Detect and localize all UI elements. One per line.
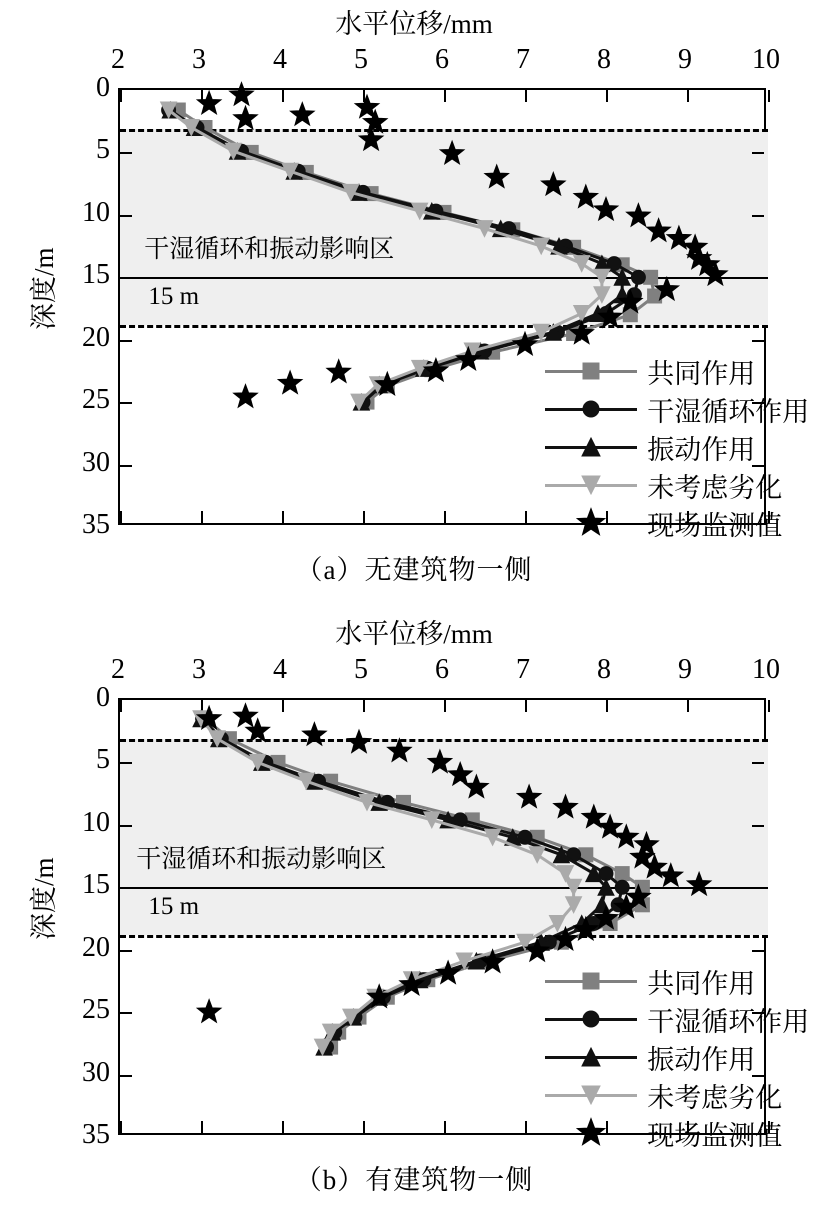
legend-item	[545, 504, 809, 542]
y-tick-label: 5	[96, 134, 110, 166]
legend-label: 共同作用	[647, 968, 756, 999]
series-marker-3	[566, 879, 582, 895]
series-marker-4	[234, 106, 258, 129]
legend-marker-icon	[576, 1004, 606, 1034]
legend-item	[545, 352, 809, 390]
series-marker-3	[533, 238, 549, 254]
series-marker-4	[388, 739, 412, 762]
x-tick-label: 7	[516, 44, 530, 75]
y-tick-label: 10	[82, 806, 110, 838]
legend-item	[545, 1000, 809, 1038]
series-marker-4	[485, 165, 509, 188]
panel-b-y-axis-title: 深度/m	[29, 857, 59, 940]
legend-symbol-triangle-down-icon	[545, 1076, 637, 1114]
series-marker-4	[574, 185, 598, 208]
legend-marker-icon	[576, 470, 606, 500]
panel-b-caption: （b）有建筑物一侧	[294, 1165, 534, 1195]
legend-label: 未考虑劣化	[647, 1082, 783, 1113]
legend-label: 振动作用	[647, 1044, 756, 1075]
series-marker-4	[303, 723, 327, 746]
y-tick-label: 0	[96, 682, 110, 713]
y-tick-label: 35	[82, 509, 110, 540]
series-marker-3	[594, 269, 610, 285]
x-tick	[768, 700, 770, 712]
legend-item	[545, 962, 809, 1000]
series-marker-4	[554, 795, 578, 818]
series-marker-4	[230, 83, 254, 106]
legend-symbol-circle-icon	[545, 1000, 637, 1038]
panel-b-plot-area	[118, 698, 810, 1151]
series-marker-4	[635, 832, 659, 855]
legend-label: 共同作用	[647, 358, 756, 389]
x-tick-label: 4	[273, 654, 287, 685]
y-tick-label: 20	[82, 931, 110, 963]
series-marker-4	[234, 385, 258, 408]
legend-label: 振动作用	[647, 434, 756, 465]
series-marker-4	[440, 141, 464, 164]
x-tick-label: 5	[354, 44, 368, 75]
y-tick-label: 30	[82, 446, 110, 478]
x-tick-label: 9	[678, 44, 692, 75]
panel-b-x-axis-title: 水平位移/mm	[335, 619, 493, 649]
chart-panel-b	[0, 610, 828, 1210]
legend-item	[545, 428, 809, 466]
series-marker-4	[290, 103, 314, 126]
x-tick-label: 6	[435, 654, 449, 685]
legend-item	[545, 466, 809, 504]
series-marker-1	[631, 270, 645, 284]
panel-a-plot-area	[118, 88, 810, 541]
y-tick-label: 15	[82, 259, 110, 291]
series-marker-0	[648, 289, 662, 303]
legend-item	[545, 390, 809, 428]
legend-label: 现场监测值	[647, 510, 783, 541]
legend-item	[545, 1076, 809, 1114]
series-marker-4	[614, 825, 638, 848]
x-tick-label: 7	[516, 654, 530, 685]
legend-symbol-triangle-down-icon	[545, 466, 637, 504]
series-marker-4	[687, 872, 711, 895]
legend-marker-icon	[576, 508, 606, 538]
legend-symbol-star-icon	[545, 1114, 637, 1152]
series-marker-0	[615, 867, 629, 881]
legend-symbol-triangle-up-icon	[545, 1038, 637, 1076]
legend-symbol-circle-icon	[545, 390, 637, 428]
y-tick-label: 35	[82, 1119, 110, 1150]
y-tick-label: 5	[96, 744, 110, 776]
series-marker-4	[647, 219, 671, 242]
x-tick-label: 9	[678, 654, 692, 685]
legend-marker-icon	[576, 1118, 606, 1148]
legend-item	[545, 1038, 809, 1076]
series-marker-4	[627, 204, 651, 227]
x-tick-label: 6	[435, 44, 449, 75]
x-tick-label: 8	[597, 44, 611, 75]
depth-annotation: 15 m	[148, 893, 200, 921]
x-tick-label: 10	[752, 44, 780, 75]
series-marker-4	[234, 704, 258, 727]
y-tick-label: 0	[96, 72, 110, 103]
series-marker-4	[517, 785, 541, 808]
legend-marker-icon	[576, 1042, 606, 1072]
panel-a-x-axis-title: 水平位移/mm	[335, 9, 493, 39]
legend-label: 干湿循环作用	[647, 396, 810, 427]
y-tick-label: 25	[82, 384, 110, 416]
y-tick-label: 20	[82, 321, 110, 353]
zone-annotation: 干湿循环和振动影响区	[136, 846, 387, 874]
panel-a-caption: （a）无建筑物一侧	[295, 555, 533, 585]
series-marker-1	[615, 880, 629, 894]
y-tick-label: 25	[82, 994, 110, 1026]
legend-item	[545, 1114, 809, 1152]
series-marker-4	[197, 91, 221, 114]
x-tick-label: 4	[273, 44, 287, 75]
x-tick	[768, 90, 770, 102]
legend	[545, 962, 809, 1152]
series-marker-4	[541, 172, 565, 195]
series-marker-4	[327, 360, 351, 383]
x-tick-label: 2	[111, 44, 125, 75]
y-tick-label: 30	[82, 1056, 110, 1088]
legend-label: 未考虑劣化	[647, 472, 783, 503]
series-marker-4	[594, 197, 618, 220]
series-marker-4	[278, 371, 302, 394]
x-tick-label: 3	[192, 654, 206, 685]
legend-symbol-square-icon	[545, 962, 637, 1000]
legend-label: 现场监测值	[647, 1120, 783, 1151]
x-tick-label: 8	[597, 654, 611, 685]
zone-annotation: 干湿循环和振动影响区	[144, 236, 395, 264]
depth-annotation: 15 m	[148, 283, 200, 311]
series-marker-4	[347, 730, 371, 753]
series-marker-4	[428, 750, 452, 773]
series-marker-3	[549, 916, 565, 932]
series-marker-3	[529, 847, 545, 863]
legend-symbol-triangle-up-icon	[545, 428, 637, 466]
legend-marker-icon	[576, 356, 606, 386]
series-marker-3	[485, 829, 501, 845]
series-marker-4	[448, 762, 472, 785]
legend-symbol-star-icon	[545, 504, 637, 542]
y-tick-label: 15	[82, 869, 110, 901]
legend	[545, 352, 809, 542]
x-tick-label: 10	[752, 654, 780, 685]
series-marker-4	[465, 775, 489, 798]
panel-a-y-axis-title: 深度/m	[29, 247, 59, 330]
y-tick-label: 10	[82, 196, 110, 228]
legend-marker-icon	[576, 1080, 606, 1110]
series-marker-4	[197, 1000, 221, 1023]
x-tick-label: 3	[192, 44, 206, 75]
x-tick-label: 2	[111, 654, 125, 685]
legend-marker-icon	[576, 394, 606, 424]
x-tick-label: 5	[354, 654, 368, 685]
legend-marker-icon	[576, 432, 606, 462]
legend-label: 干湿循环作用	[647, 1006, 810, 1037]
legend-symbol-square-icon	[545, 352, 637, 390]
legend-marker-icon	[576, 966, 606, 996]
chart-panel-a	[0, 0, 828, 600]
